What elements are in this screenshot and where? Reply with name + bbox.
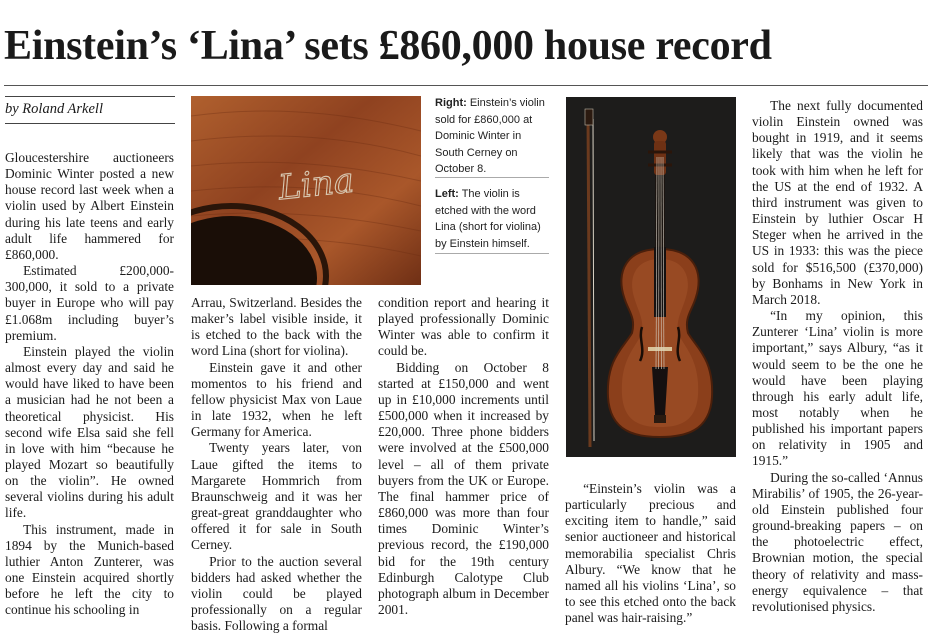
paragraph: Prior to the auction several bidders had asked whether the violin could be played professionally on a regular basis. Following a formal	[191, 554, 362, 634]
paragraph: Estimated £200,000-300,000, it sold to a private buyer in Europe who will pay £1.068m including buyer’s premium.	[5, 263, 174, 344]
caption-right-text: Einstein’s violin sold for £860,000 at Dominic Winter in South Cerney on October 8.	[435, 97, 545, 175]
caption-left-label: Left:	[435, 188, 459, 200]
paragraph: Einstein played the violin almost every day and said he would have liked to have been a musician had he not been a theoretical physicist. His second wife Elsa said she fell in love with him “because he played Mozart so beautifully on the violin”. He owned several violins during his adult life.	[5, 344, 174, 522]
paragraph: “In my opinion, this Zunterer ‘Lina’ violin is more important,” says Albury, “as it would seem to be the one he would have been playing through his early adult life, most notably when he published his important papers on relativity in 1905 and 1915.”	[752, 308, 923, 470]
column-1	[5, 150, 174, 619]
paragraph: Bidding on October 8 started at £150,000 and went up in £10,000 increments until £500,000 when it increased by £20,000. Three phone bidders were involved at the £500,000 level – all of them private buyers from the UK or Europe. The final hammer price of £860,000 was more than four times Dominic Winter’s previous record, the £190,000 bid for the 19th century Edinburgh Calotype Club photograph album in December 2001.	[378, 360, 549, 619]
caption-divider	[435, 177, 549, 178]
violin-illustration	[566, 97, 736, 457]
violin-detail-photo	[191, 96, 421, 285]
paragraph: condition report and hearing it played professionally Dominic Winter was able to confirm it could be.	[378, 295, 549, 360]
caption-right-label: Right:	[435, 97, 467, 109]
lina-etching: Lina	[275, 161, 355, 209]
violin-photo	[566, 97, 736, 457]
paragraph: Arrau, Switzerland. Besides the maker’s label visible inside, it is etched to the back with the word Lina (short for violina).	[191, 295, 362, 360]
headline: Einstein’s ‘Lina’ sets £860,000 house record	[4, 18, 928, 74]
paragraph: “Einstein’s violin was a particularly precious and exciting item to handle,” said senior auctioneer and historical memorabilia specialist Chris Albury. “We know that he named all his violins ‘Lina’, so to see this etched onto the back panel was hair-raising.”	[565, 481, 736, 626]
caption-right	[435, 95, 551, 178]
violin-detail-illustration	[191, 96, 421, 285]
paragraph: Einstein gave it and other momentos to his friend and fellow physicist Max von Laue in late 1932, when he left Germany for America.	[191, 360, 362, 441]
column-5	[752, 98, 923, 615]
paragraph: Gloucestershire auctioneers Dominic Winter posted a new house record last week when a violin used by Albert Einstein during his late teens and early adult life hammered for £860,000.	[5, 150, 174, 263]
paragraph: Twenty years later, von Laue gifted the items to Margarete Hommrich from Braunschweig and it was her great-great granddaughter who offered it for sale in South Cerney.	[191, 440, 362, 553]
photo-captions	[435, 95, 551, 252]
caption-left	[435, 186, 551, 252]
byline-rule	[5, 123, 175, 124]
paragraph: The next fully documented violin Einstein owned was bought in 1919, and it seems likely that was the violin he took with him when he left for the US at the end of 1932. A third instrument was given to Einstein by luthier Oscar H Steger when he arrived in the US in 1933: this was the piece sold for $516,500 (£370,000) by Bonhams in New York in March 2018.	[752, 98, 923, 308]
column-4	[565, 481, 736, 626]
column-3	[378, 295, 549, 618]
byline: by Roland Arkell	[5, 96, 175, 118]
caption-divider	[435, 253, 549, 254]
caption-left-text: The violin is etched with the word Lina (short for violina) by Einstein himself.	[435, 188, 541, 250]
paragraph: This instrument, made in 1894 by the Munich-based luthier Anton Zunterer, was one Einstein acquired shortly before he left the city to continue his schooling in	[5, 522, 174, 619]
column-2	[191, 295, 362, 634]
paragraph: During the so-called ‘Annus Mirabilis’ of 1905, the 26-year-old Einstein published four ground-breaking papers – on the photoelectric effect, Brownian motion, the special theory of relativity and mass-energy equivalence – that revolutionised physics.	[752, 470, 923, 615]
headline-rule	[4, 85, 928, 86]
